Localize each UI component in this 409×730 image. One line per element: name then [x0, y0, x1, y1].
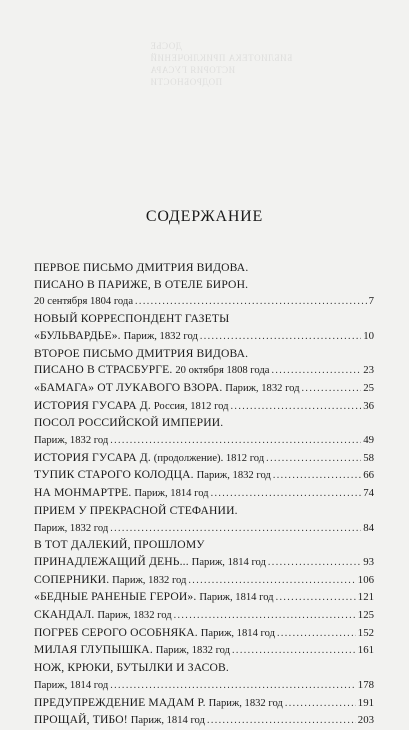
toc-line — [34, 432, 374, 450]
leader-dots — [276, 590, 356, 607]
toc-entry — [34, 660, 374, 694]
leader-dots — [207, 713, 356, 730]
toc-line — [34, 328, 374, 346]
leader-dots — [174, 608, 356, 625]
toc-line — [34, 695, 374, 713]
chapter-place-date: Париж, 1814 год — [34, 679, 109, 691]
toc-line-text — [34, 293, 133, 311]
toc-line — [34, 520, 374, 538]
toc-entry — [34, 607, 374, 625]
page-number: 25 — [363, 381, 374, 394]
page-number: 66 — [363, 469, 374, 482]
toc-entry — [34, 467, 374, 485]
leader-dots — [110, 521, 361, 538]
toc-line — [34, 660, 374, 677]
leader-dots — [268, 555, 361, 572]
toc-line-text — [34, 712, 205, 730]
chapter-place-date: 20 октября 1808 года — [175, 365, 270, 377]
chapter-place-date: Париж, 1814 год — [199, 592, 274, 604]
leader-dots — [232, 643, 356, 660]
chapter-title: ПОСОЛ РОССИЙСКОЙ ИМПЕРИИ. — [34, 416, 224, 430]
leader-dots — [231, 399, 362, 416]
toc-line — [34, 311, 374, 328]
toc-line — [34, 572, 374, 590]
toc-entry — [34, 380, 374, 398]
leader-dots — [285, 696, 356, 713]
chapter-title: ПРЕДУПРЕЖДЕНИЕ МАДАМ Р. — [34, 695, 206, 709]
chapter-place-date: Париж, 1832 год — [155, 645, 231, 657]
leader-dots — [200, 329, 361, 346]
toc-line-text — [34, 660, 229, 677]
leader-dots — [266, 451, 361, 468]
toc-entry — [34, 260, 374, 311]
page-number: 152 — [357, 626, 374, 639]
toc-entry — [34, 695, 374, 713]
chapter-place-date: Париж, 1832 год — [196, 470, 271, 482]
toc-line — [34, 293, 374, 311]
chapter-place-date: Париж, 1832 год — [225, 382, 300, 394]
toc-line-text — [34, 607, 172, 625]
toc-line — [34, 712, 374, 730]
bleed-through-line: ПОДРОБНОСТИ — [150, 77, 223, 87]
toc-entry — [34, 415, 374, 449]
toc-entry — [34, 712, 374, 730]
toc-line — [34, 625, 374, 643]
toc-entry — [34, 625, 374, 643]
page-number: 74 — [363, 487, 374, 500]
leader-dots — [271, 363, 361, 380]
chapter-place-date: 20 сентября 1804 года — [34, 296, 134, 308]
toc-line-text — [34, 589, 274, 607]
toc-line — [34, 589, 374, 607]
page-number: 121 — [357, 591, 374, 604]
chapter-title: «БЕДНЫЕ РАНЕНЫЕ ГЕРОИ». — [34, 590, 197, 604]
toc-line — [34, 362, 374, 380]
page-number: 49 — [363, 434, 374, 447]
page-number: 106 — [357, 573, 374, 586]
toc-line-text — [34, 467, 271, 485]
chapter-title: НА МОНМАРТРЕ. — [34, 486, 132, 500]
toc-line — [34, 450, 374, 468]
bleed-through-line: ИСТОРИЯ ГУСАРА — [150, 65, 236, 75]
toc-line-text — [34, 520, 108, 538]
toc-line — [34, 607, 374, 625]
chapter-title: В ТОТ ДАЛЕКИЙ, ПРОШЛОМУ — [34, 538, 205, 552]
toc-line-text — [34, 677, 108, 695]
toc-entry — [34, 572, 374, 590]
toc-line-text — [34, 485, 209, 503]
leader-dots — [110, 433, 361, 450]
toc-entry — [34, 311, 374, 345]
toc-line — [34, 415, 374, 432]
toc-line-text — [34, 328, 198, 346]
chapter-place-date: Париж, 1832 год — [208, 697, 283, 709]
page-number: 7 — [368, 295, 374, 308]
toc-line — [34, 537, 374, 554]
chapter-place-date: Париж, 1832 год — [34, 435, 109, 447]
toc-line-text — [34, 415, 223, 432]
chapter-place-date: Париж, 1814 год — [200, 627, 275, 639]
chapter-title: СОПЕРНИКИ. — [34, 572, 110, 586]
toc-entry — [34, 450, 374, 468]
toc-line-text — [34, 277, 248, 294]
chapter-place-date: (продолжение). 1812 год — [153, 452, 265, 464]
table-of-contents — [34, 260, 374, 730]
page-number: 191 — [357, 696, 374, 709]
chapter-title: ПИСАНО В ПАРИЖЕ, В ОТЕЛЕ БИРОН. — [34, 277, 249, 291]
chapter-title: ПРОЩАЙ, ТИБО! — [34, 713, 128, 727]
toc-line-text — [34, 380, 300, 398]
bleed-through-text — [150, 40, 340, 110]
page-number: 10 — [363, 329, 374, 342]
page-number: 36 — [363, 399, 374, 412]
toc-line-text — [34, 695, 283, 713]
toc-entry — [34, 346, 374, 380]
chapter-place-date: Париж, 1814 год — [130, 715, 205, 727]
chapter-title: ИСТОРИЯ ГУСАРА Д. — [34, 450, 151, 464]
chapter-title: МИЛАЯ ГЛУПЫШКА. — [34, 643, 153, 657]
toc-entry — [34, 398, 374, 416]
chapter-place-date: Париж, 1832 год — [34, 522, 109, 534]
toc-entry — [34, 642, 374, 660]
chapter-title: НОЖ, КРЮКИ, БУТЫЛКИ И ЗАСОВ. — [34, 661, 229, 675]
chapter-title: ВТОРОЕ ПИСЬМО ДМИТРИЯ ВИДОВА. — [34, 346, 249, 360]
toc-line-text — [34, 450, 264, 468]
chapter-title: «БУЛЬВАРДЬЕ». — [34, 328, 121, 342]
toc-entry — [34, 503, 374, 537]
toc-line-text — [34, 642, 230, 660]
toc-line-text — [34, 432, 108, 450]
chapter-place-date: Париж, 1832 год — [97, 610, 172, 622]
toc-line-text — [34, 503, 238, 520]
toc-line-text — [34, 572, 186, 590]
page-title: СОДЕРЖАНИЕ — [145, 208, 264, 225]
page-number: 23 — [363, 364, 374, 377]
leader-dots — [273, 468, 361, 485]
toc-line — [34, 642, 374, 660]
toc-line — [34, 503, 374, 520]
toc-line-text — [34, 537, 205, 554]
page-number: 178 — [357, 678, 374, 691]
chapter-place-date: Париж, 1832 год — [123, 330, 198, 342]
chapter-title: ПЕРВОЕ ПИСЬМО ДМИТРИЯ ВИДОВА. — [34, 261, 249, 274]
page-number: 161 — [357, 644, 374, 657]
toc-line — [34, 277, 374, 294]
toc-line-text — [34, 554, 266, 572]
toc-line-text — [34, 625, 275, 643]
chapter-title: ПРИНАДЛЕЖАЩИЙ ДЕНЬ... — [34, 554, 189, 568]
toc-entry — [34, 589, 374, 607]
chapter-title: СКАНДАЛ. — [34, 608, 95, 622]
chapter-place-date: Россия, 1812 год — [153, 400, 229, 412]
toc-line — [34, 398, 374, 416]
toc-line-text — [34, 346, 248, 363]
leader-dots — [211, 486, 362, 503]
page-number: 58 — [363, 451, 374, 464]
toc-line — [34, 467, 374, 485]
leader-dots — [188, 573, 355, 590]
chapter-title: ИСТОРИЯ ГУСАРА Д. — [34, 398, 151, 412]
leader-dots — [302, 381, 362, 398]
toc-line-text — [34, 311, 229, 328]
toc-line-text — [34, 398, 229, 416]
chapter-title: ПИСАНО В СТРАСБУРГЕ. — [34, 363, 173, 377]
page-number: 93 — [363, 555, 374, 568]
chapter-title: ПОГРЕБ СЕРОГО ОСОБНЯКА. — [34, 625, 198, 639]
page-number: 84 — [363, 521, 374, 534]
bleed-through-line: БИБЛИОТЕКА ПРИКЛЮЧЕНИЙ — [150, 53, 293, 63]
leader-dots — [135, 294, 367, 311]
toc-entry — [34, 537, 374, 571]
toc-line — [34, 346, 374, 363]
page-number: 203 — [357, 714, 374, 727]
toc-line-text — [34, 362, 269, 380]
toc-line — [34, 677, 374, 695]
chapter-place-date: Париж, 1814 год — [134, 488, 209, 500]
page-number: 125 — [357, 609, 374, 622]
chapter-title: НОВЫЙ КОРРЕСПОНДЕНТ ГАЗЕТЫ — [34, 312, 230, 326]
toc-line — [34, 260, 374, 277]
chapter-title: ПРИЕМ У ПРЕКРАСНОЙ СТЕФАНИИ. — [34, 503, 238, 517]
chapter-place-date: Париж, 1832 год — [112, 574, 187, 586]
toc-entry — [34, 485, 374, 503]
chapter-place-date: Париж, 1814 год — [191, 556, 266, 568]
toc-line — [34, 380, 374, 398]
leader-dots — [277, 626, 356, 643]
leader-dots — [110, 678, 356, 695]
chapter-title: ТУПИК СТАРОГО КОЛОДЦА. — [34, 468, 194, 482]
toc-line — [34, 554, 374, 572]
chapter-title: «БАМАГА» ОТ ЛУКАВОГО ВЗОРА. — [34, 380, 223, 394]
bleed-through-line: ДОСЬЕ — [150, 41, 182, 51]
toc-line — [34, 485, 374, 503]
toc-line-text — [34, 260, 248, 277]
